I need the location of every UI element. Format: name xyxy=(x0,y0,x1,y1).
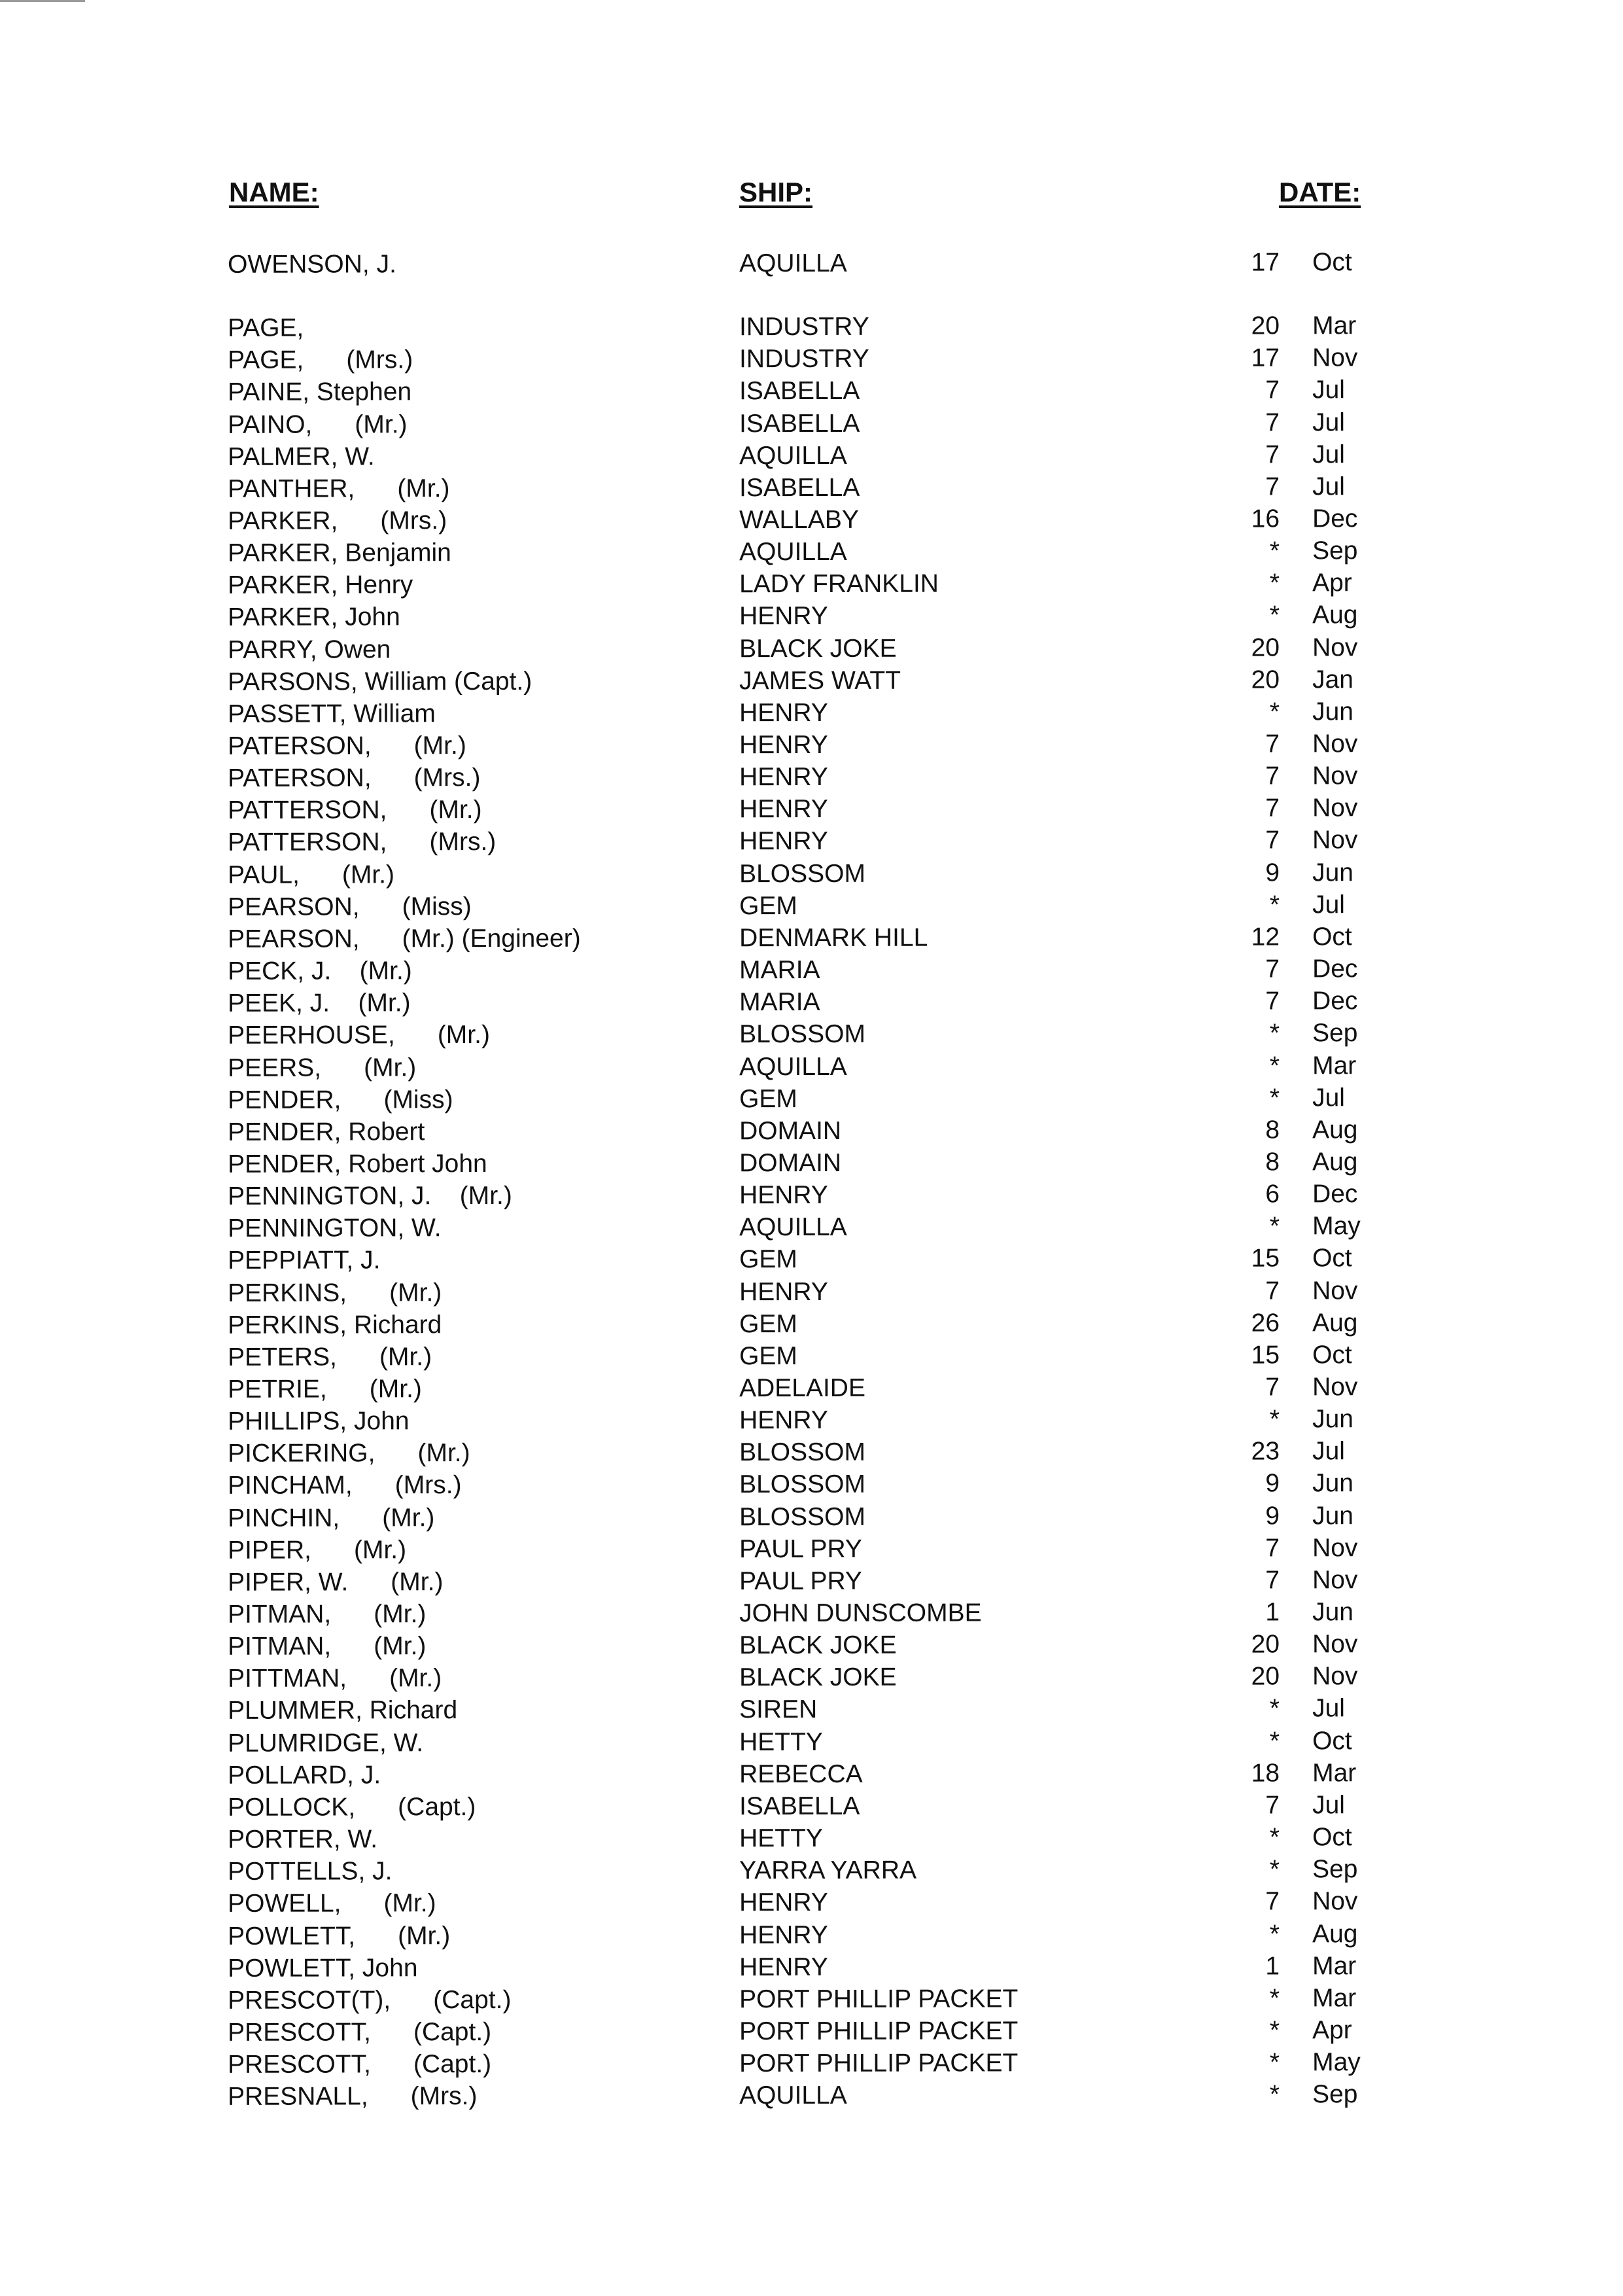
passenger-name: PAGE, xyxy=(228,313,304,342)
passenger-name: PARKER, (Mrs.) xyxy=(228,506,447,535)
table-row xyxy=(0,759,1623,795)
table-row xyxy=(0,2078,1623,2114)
date-day: 9 xyxy=(1265,1469,1280,1498)
table-row xyxy=(0,695,1623,731)
table-row xyxy=(0,1113,1623,1149)
table-row xyxy=(0,502,1623,538)
date-month: Jun xyxy=(1312,1405,1353,1434)
date-month: Nov xyxy=(1312,1533,1358,1563)
table-row xyxy=(0,1370,1623,1406)
table-row xyxy=(0,1949,1623,1985)
date-month: Nov xyxy=(1312,1276,1358,1305)
passenger-name: PINCHIN, (Mr.) xyxy=(228,1503,435,1532)
ship-name: HENRY xyxy=(739,795,828,824)
ship-name: YARRA YARRA xyxy=(739,1856,917,1885)
ship-column-header: SHIP: xyxy=(739,177,813,207)
table-row xyxy=(0,1788,1623,1824)
table-row xyxy=(0,534,1623,570)
date-month: Nov xyxy=(1312,344,1358,372)
ship-name: BLOSSOM xyxy=(739,859,865,888)
name-column-header: NAME: xyxy=(229,177,319,207)
date-month: Jun xyxy=(1312,1501,1353,1530)
date-month: Oct xyxy=(1312,248,1352,277)
table-row xyxy=(0,1595,1623,1631)
date-day: 15 xyxy=(1251,1341,1280,1369)
table-row xyxy=(0,1853,1623,1889)
ship-name: AQUILLA xyxy=(739,1052,847,1081)
passenger-name: PATERSON, (Mrs.) xyxy=(228,764,481,792)
date-day: * xyxy=(1269,1051,1280,1080)
date-day: * xyxy=(1269,537,1280,565)
date-day: * xyxy=(1269,1984,1280,2013)
ship-name: PORT PHILLIP PACKET xyxy=(739,2049,1019,2078)
date-month: Nov xyxy=(1312,794,1358,822)
table-row xyxy=(0,1049,1623,1085)
date-day: 1 xyxy=(1265,1598,1280,1627)
table-row xyxy=(0,1917,1623,1953)
date-month: Jun xyxy=(1312,858,1353,887)
ship-name: BLOSSOM xyxy=(739,1438,865,1467)
date-month: Aug xyxy=(1312,601,1358,629)
table-row xyxy=(0,1563,1623,1599)
date-day: 7 xyxy=(1265,1534,1280,1563)
passenger-name: PAINO, (Mr.) xyxy=(228,410,408,439)
passenger-name: PEERHOUSE, (Mr.) xyxy=(228,1021,490,1050)
passenger-name: PARKER, Benjamin xyxy=(228,539,451,567)
ship-name: BLOSSOM xyxy=(739,1020,865,1049)
passenger-name: PARKER, Henry xyxy=(228,571,413,600)
date-month: Mar xyxy=(1312,1951,1357,1981)
date-day: * xyxy=(1269,2048,1280,2077)
date-month: Jun xyxy=(1312,1469,1353,1498)
ship-name: HENRY xyxy=(739,1952,828,1981)
table-row xyxy=(0,1145,1623,1181)
table-row xyxy=(0,245,1623,281)
table-row xyxy=(0,1531,1623,1567)
date-day: 8 xyxy=(1265,1148,1280,1176)
ship-name: HENRY xyxy=(739,1888,828,1917)
table-row xyxy=(0,341,1623,377)
date-month: Oct xyxy=(1312,1341,1352,1369)
passenger-name: PITMAN, (Mr.) xyxy=(228,1632,427,1661)
date-month: Mar xyxy=(1312,1984,1357,2013)
ship-name: DENMARK HILL xyxy=(739,923,928,953)
ship-name: MARIA xyxy=(739,955,820,985)
date-day: * xyxy=(1269,1855,1280,1884)
ship-name: WALLABY xyxy=(739,505,859,535)
passenger-name: PIPER, W. (Mr.) xyxy=(228,1567,444,1597)
date-month: Apr xyxy=(1312,2016,1352,2045)
ship-name: AQUILLA xyxy=(739,537,847,567)
passenger-name: PEARSON, (Mr.) (Engineer) xyxy=(228,924,581,953)
date-day: 7 xyxy=(1265,1277,1280,1305)
passenger-name: PANTHER, (Mr.) xyxy=(228,474,450,503)
date-day: 7 xyxy=(1265,1791,1280,1820)
ship-name: HETTY xyxy=(739,1824,823,1853)
table-row xyxy=(0,1338,1623,1374)
ship-name: BLACK JOKE xyxy=(739,1631,897,1660)
date-day: 7 xyxy=(1265,440,1280,469)
ship-name: HENRY xyxy=(739,1277,828,1306)
table-row xyxy=(0,1402,1623,1438)
passenger-name: PITTMAN, (Mr.) xyxy=(228,1664,442,1693)
ship-name: HENRY xyxy=(739,763,828,792)
date-day: * xyxy=(1269,601,1280,629)
ship-name: HETTY xyxy=(739,1727,823,1756)
table-row xyxy=(0,1306,1623,1342)
ship-name: ISABELLA xyxy=(739,1792,860,1821)
passenger-name: PATERSON, (Mr.) xyxy=(228,731,466,760)
ship-name: GEM xyxy=(739,1309,797,1338)
date-day: 7 xyxy=(1265,1566,1280,1595)
date-month: Dec xyxy=(1312,504,1358,533)
date-day: 18 xyxy=(1251,1759,1280,1788)
date-day: 9 xyxy=(1265,1502,1280,1530)
passenger-name: PRESCOTT, (Capt.) xyxy=(228,2050,492,2079)
table-row xyxy=(0,1210,1623,1246)
table-row xyxy=(0,856,1623,892)
passenger-name: PRESNALL, (Mrs.) xyxy=(228,2082,478,2111)
date-month: Sep xyxy=(1312,1019,1358,1048)
ship-name: HENRY xyxy=(739,698,828,728)
passenger-name: POTTELLS, J. xyxy=(228,1857,393,1886)
date-day: * xyxy=(1269,2016,1280,2045)
date-month: Nov xyxy=(1312,1630,1358,1659)
table-row xyxy=(0,952,1623,988)
table-row xyxy=(0,792,1623,828)
date-month: Jul xyxy=(1312,376,1345,404)
table-row xyxy=(0,631,1623,667)
ship-name: GEM xyxy=(739,1245,797,1274)
date-month: Jan xyxy=(1312,665,1353,694)
table-row xyxy=(0,1499,1623,1535)
passenger-name: PLUMMER, Richard xyxy=(228,1696,458,1725)
ship-name: JAMES WATT xyxy=(739,666,901,695)
date-day: 23 xyxy=(1251,1437,1280,1466)
table-row xyxy=(0,1274,1623,1310)
ship-name: DOMAIN xyxy=(739,1116,842,1146)
date-day: 20 xyxy=(1251,665,1280,694)
date-month: Nov xyxy=(1312,633,1358,662)
passenger-name: OWENSON, J. xyxy=(228,250,396,279)
passenger-name: PETRIE, (Mr.) xyxy=(228,1375,422,1404)
ship-name: PORT PHILLIP PACKET xyxy=(739,2017,1019,2046)
date-month: Oct xyxy=(1312,1823,1352,1852)
date-month: Jul xyxy=(1312,1083,1345,1112)
ship-name: HENRY xyxy=(739,730,828,760)
table-row xyxy=(0,599,1623,635)
ship-name: BLACK JOKE xyxy=(739,1663,897,1692)
table-row xyxy=(0,1017,1623,1053)
ship-name: ISABELLA xyxy=(739,377,860,406)
ship-name: MARIA xyxy=(739,988,820,1017)
date-month: Jul xyxy=(1312,1694,1345,1723)
date-day: * xyxy=(1269,891,1280,919)
date-month: May xyxy=(1312,2048,1361,2077)
passenger-name: PEEK, J. (Mr.) xyxy=(228,989,411,1017)
ship-name: AQUILLA xyxy=(739,1213,847,1242)
passenger-name: POWLETT, John xyxy=(228,1953,418,1983)
date-day: 20 xyxy=(1251,311,1280,340)
passenger-name: PERKINS, Richard xyxy=(228,1310,442,1339)
date-month: Nov xyxy=(1312,1566,1358,1595)
date-day: 6 xyxy=(1265,1180,1280,1209)
table-row xyxy=(0,663,1623,699)
passenger-name: PHILLIPS, John xyxy=(228,1407,410,1436)
date-month: Aug xyxy=(1312,1308,1358,1337)
date-day: 12 xyxy=(1251,923,1280,951)
date-day: 7 xyxy=(1265,794,1280,822)
date-month: Dec xyxy=(1312,987,1358,1016)
date-month: Mar xyxy=(1312,1051,1357,1080)
date-day: 20 xyxy=(1251,633,1280,662)
ship-name: SIREN xyxy=(739,1695,818,1724)
date-month: Jul xyxy=(1312,472,1345,501)
date-day: 7 xyxy=(1265,987,1280,1016)
date-day: 7 xyxy=(1265,1373,1280,1402)
passenger-name: POLLARD, J. xyxy=(228,1761,381,1790)
date-day: 7 xyxy=(1265,1887,1280,1916)
ship-name: DOMAIN xyxy=(739,1148,842,1178)
date-day: * xyxy=(1269,1727,1280,1756)
table-row xyxy=(0,824,1623,860)
ship-name: HENRY xyxy=(739,1180,828,1210)
passenger-name: PENDER, (Miss) xyxy=(228,1085,453,1114)
ship-name: HENRY xyxy=(739,602,828,631)
date-month: May xyxy=(1312,1212,1361,1241)
date-day: * xyxy=(1269,1405,1280,1434)
table-row xyxy=(0,1081,1623,1117)
date-month: Jul xyxy=(1312,890,1345,919)
date-day: 7 xyxy=(1265,762,1280,790)
date-month: Aug xyxy=(1312,1148,1358,1176)
table-row xyxy=(0,888,1623,924)
table-row xyxy=(0,1820,1623,1856)
passenger-name: PARKER, John xyxy=(228,603,400,632)
passenger-name: PIPER, (Mr.) xyxy=(228,1535,407,1564)
ship-name: ISABELLA xyxy=(739,473,860,503)
date-month: Oct xyxy=(1312,1726,1352,1755)
ship-name: GEM xyxy=(739,891,797,920)
ship-name: BLACK JOKE xyxy=(739,634,897,663)
date-day: 8 xyxy=(1265,1116,1280,1144)
date-day: 20 xyxy=(1251,1630,1280,1659)
passenger-name: PECK, J. (Mr.) xyxy=(228,957,412,985)
table-row xyxy=(0,2045,1623,2081)
date-month: Dec xyxy=(1312,955,1358,983)
date-month: Jul xyxy=(1312,1437,1345,1466)
table-row xyxy=(0,1692,1623,1728)
date-day: 9 xyxy=(1265,858,1280,887)
date-day: * xyxy=(1269,1823,1280,1852)
ship-name: BLOSSOM xyxy=(739,1470,865,1499)
date-month: Oct xyxy=(1312,923,1352,951)
table-row xyxy=(0,470,1623,506)
passenger-name: PALMER, W. xyxy=(228,442,375,471)
ship-name: REBECCA xyxy=(739,1759,863,1789)
ship-name: AQUILLA xyxy=(739,249,847,278)
table-row xyxy=(0,920,1623,956)
date-day: 17 xyxy=(1251,344,1280,372)
date-day: * xyxy=(1269,1019,1280,1048)
ship-name: PAUL PRY xyxy=(739,1534,862,1563)
table-row xyxy=(0,2013,1623,2049)
date-day: 7 xyxy=(1265,376,1280,404)
date-day: 7 xyxy=(1265,472,1280,501)
passenger-name: PENNINGTON, J. (Mr.) xyxy=(228,1181,512,1210)
date-day: 26 xyxy=(1251,1309,1280,1337)
date-month: Nov xyxy=(1312,762,1358,790)
date-column-header: DATE: xyxy=(1279,177,1361,207)
passenger-name: POLLOCK, (Capt.) xyxy=(228,1792,476,1822)
table-row xyxy=(0,438,1623,474)
passenger-name: PEPPIATT, J. xyxy=(228,1246,381,1275)
date-day: 7 xyxy=(1265,826,1280,855)
date-month: Nov xyxy=(1312,826,1358,855)
passenger-name: POWELL, (Mr.) xyxy=(228,1889,436,1918)
date-month: Oct xyxy=(1312,1244,1352,1273)
table-row xyxy=(0,567,1623,603)
table-row xyxy=(0,727,1623,763)
passenger-name: PARRY, Owen xyxy=(228,635,391,664)
passenger-name: PENNINGTON, W. xyxy=(228,1214,442,1243)
table-row xyxy=(0,374,1623,410)
passenger-name: PENDER, Robert John xyxy=(228,1149,487,1178)
date-day: 1 xyxy=(1265,1952,1280,1981)
passenger-name: PAINE, Stephen xyxy=(228,378,412,407)
date-day: 7 xyxy=(1265,730,1280,758)
date-day: * xyxy=(1269,569,1280,597)
date-day: * xyxy=(1269,698,1280,726)
date-day: 16 xyxy=(1251,504,1280,533)
table-row xyxy=(0,1467,1623,1503)
passenger-name: PLUMRIDGE, W. xyxy=(228,1728,424,1757)
table-row xyxy=(0,1627,1623,1663)
date-month: Jul xyxy=(1312,408,1345,436)
table-row xyxy=(0,1981,1623,2017)
date-day: 15 xyxy=(1251,1244,1280,1273)
passenger-name: PRESCOT(T), (Capt.) xyxy=(228,1985,512,2015)
date-day: * xyxy=(1269,2080,1280,2109)
ship-name: HENRY xyxy=(739,827,828,856)
date-month: Sep xyxy=(1312,537,1358,565)
ship-name: GEM xyxy=(739,1341,797,1371)
table-row xyxy=(0,1242,1623,1278)
passenger-name: PICKERING, (Mr.) xyxy=(228,1439,470,1468)
date-month: Jun xyxy=(1312,1598,1353,1627)
ship-name: HENRY xyxy=(739,1406,828,1435)
passenger-name: PEERS, (Mr.) xyxy=(228,1053,417,1082)
date-month: Jul xyxy=(1312,1791,1345,1820)
ship-name: HENRY xyxy=(739,1920,828,1949)
ship-name: LADY FRANKLIN xyxy=(739,569,939,599)
table-row xyxy=(0,1435,1623,1471)
date-month: Aug xyxy=(1312,1116,1358,1144)
ship-name: ADELAIDE xyxy=(739,1373,866,1403)
passenger-name: PORTER, W. xyxy=(228,1825,378,1854)
ship-name: INDUSTRY xyxy=(739,312,869,342)
ship-name: GEM xyxy=(739,1084,797,1113)
table-row xyxy=(0,1177,1623,1213)
date-month: Nov xyxy=(1312,1662,1358,1691)
passenger-name: PERKINS, (Mr.) xyxy=(228,1278,442,1307)
passenger-name: PENDER, Robert xyxy=(228,1118,425,1146)
date-month: Mar xyxy=(1312,311,1357,340)
passenger-name: PATTERSON, (Mrs.) xyxy=(228,828,497,857)
passenger-name: POWLETT, (Mr.) xyxy=(228,1921,451,1951)
date-day: 20 xyxy=(1251,1662,1280,1691)
table-row xyxy=(0,406,1623,442)
date-month: Nov xyxy=(1312,1373,1358,1402)
date-day: 7 xyxy=(1265,955,1280,983)
passenger-name: PAGE, (Mrs.) xyxy=(228,345,413,374)
ship-name: AQUILLA xyxy=(739,441,847,470)
ship-name: ISABELLA xyxy=(739,409,860,438)
date-month: Mar xyxy=(1312,1759,1357,1788)
passenger-name: PAUL, (Mr.) xyxy=(228,860,395,889)
table-row xyxy=(0,1660,1623,1696)
date-month: Dec xyxy=(1312,1180,1358,1209)
ship-name: PORT PHILLIP PACKET xyxy=(739,1985,1019,2014)
ship-name: INDUSTRY xyxy=(739,344,869,374)
passenger-name: PETERS, (Mr.) xyxy=(228,1343,432,1371)
passenger-name: PINCHAM, (Mrs.) xyxy=(228,1471,462,1500)
passenger-name: PASSETT, William xyxy=(228,699,436,728)
date-month: Sep xyxy=(1312,1855,1358,1884)
date-day: * xyxy=(1269,1694,1280,1723)
date-month: Nov xyxy=(1312,1887,1358,1916)
date-month: Aug xyxy=(1312,1919,1358,1948)
ship-name: BLOSSOM xyxy=(739,1502,865,1531)
date-month: Jun xyxy=(1312,698,1353,726)
date-day: * xyxy=(1269,1084,1280,1112)
date-day: 17 xyxy=(1251,248,1280,277)
passenger-name: PARSONS, William (Capt.) xyxy=(228,667,532,696)
ship-name: AQUILLA xyxy=(739,2081,847,2110)
passenger-name: PEARSON, (Miss) xyxy=(228,892,472,921)
table-row xyxy=(0,1885,1623,1921)
ship-name: JOHN DUNSCOMBE xyxy=(739,1598,982,1628)
passenger-name: PRESCOTT, (Capt.) xyxy=(228,2017,492,2047)
passenger-name: PATTERSON, (Mr.) xyxy=(228,796,482,825)
date-day: * xyxy=(1269,1212,1280,1241)
ship-name: PAUL PRY xyxy=(739,1566,862,1596)
date-day: 7 xyxy=(1265,408,1280,437)
date-month: Apr xyxy=(1312,569,1352,597)
table-row xyxy=(0,1724,1623,1760)
date-month: Nov xyxy=(1312,730,1358,758)
passenger-name: PITMAN, (Mr.) xyxy=(228,1600,427,1629)
date-month: Sep xyxy=(1312,2080,1358,2109)
table-row xyxy=(0,1756,1623,1792)
table-row xyxy=(0,309,1623,345)
table-row xyxy=(0,984,1623,1020)
date-day: * xyxy=(1269,1920,1280,1949)
date-month: Jul xyxy=(1312,440,1345,468)
